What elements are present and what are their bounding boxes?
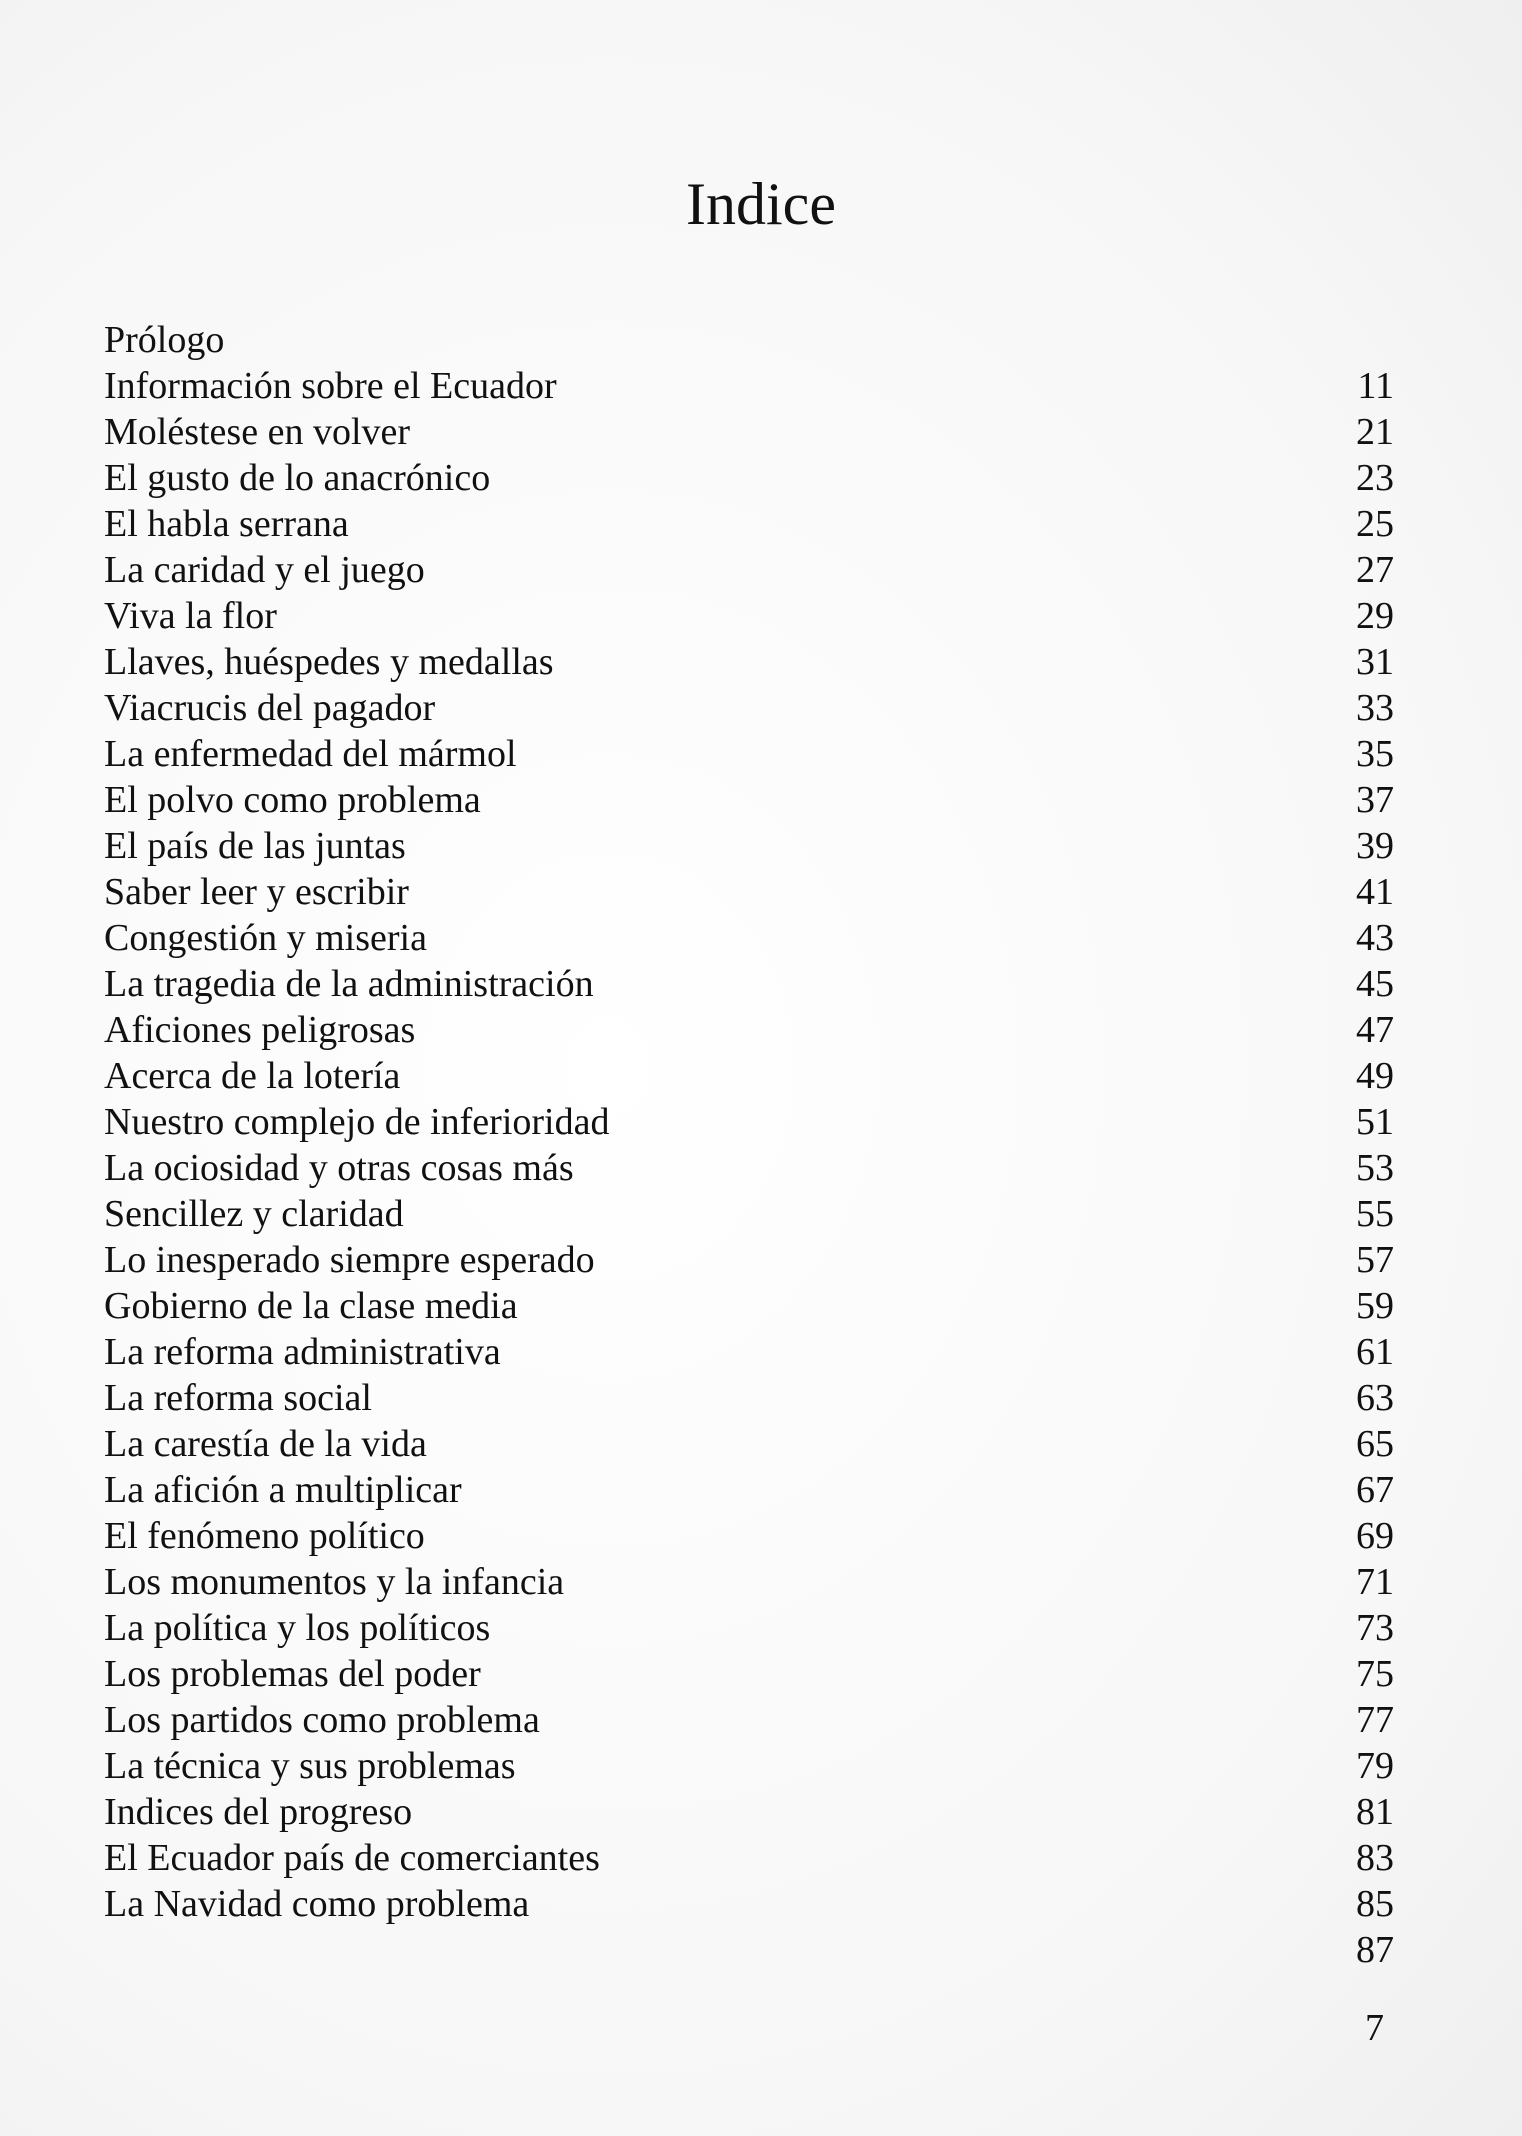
toc-entry xyxy=(104,1697,1394,1743)
toc-entry xyxy=(104,1743,1394,1789)
toc-entry-page: 77 xyxy=(1356,1699,1394,1741)
toc-entry-title: La política y los políticos xyxy=(104,1607,491,1649)
table-of-contents xyxy=(104,317,1394,1973)
toc-entry-page: 63 xyxy=(1356,1377,1394,1419)
toc-entry xyxy=(104,685,1394,731)
toc-entry xyxy=(104,501,1394,547)
toc-entry xyxy=(104,731,1394,777)
toc-entry-page: 25 xyxy=(1356,503,1394,545)
toc-entry-page: 49 xyxy=(1356,1055,1394,1097)
toc-entry-title: La afición a multiplicar xyxy=(104,1469,462,1511)
toc-entry xyxy=(104,1927,1394,1973)
toc-entry-title: Saber leer y escribir xyxy=(104,871,409,913)
toc-entry-title: El habla serrana xyxy=(104,503,349,545)
toc-entry-page: 31 xyxy=(1356,641,1394,683)
toc-entry-title: Lo inesperado siempre esperado xyxy=(104,1239,595,1281)
toc-entry xyxy=(104,1191,1394,1237)
toc-entry-page: 45 xyxy=(1356,963,1394,1005)
toc-entry-page: 71 xyxy=(1356,1561,1394,1603)
toc-entry-title: La tragedia de la administración xyxy=(104,963,594,1005)
toc-entry xyxy=(104,363,1394,409)
toc-entry-title: Acerca de la lotería xyxy=(104,1055,401,1097)
toc-entry xyxy=(104,961,1394,1007)
toc-entry xyxy=(104,1605,1394,1651)
toc-entry-title: La reforma administrativa xyxy=(104,1331,501,1373)
toc-entry xyxy=(104,1467,1394,1513)
toc-entry-page: 85 xyxy=(1356,1883,1394,1925)
toc-entry xyxy=(104,915,1394,961)
toc-entry-title: Aficiones peligrosas xyxy=(104,1009,416,1051)
toc-entry-page: 81 xyxy=(1356,1791,1394,1833)
toc-entry-page: 33 xyxy=(1356,687,1394,729)
toc-entry-page: 83 xyxy=(1356,1837,1394,1879)
toc-entry xyxy=(104,1559,1394,1605)
toc-entry-title: Los monumentos y la infancia xyxy=(104,1561,565,1603)
toc-entry-title: Moléstese en volver xyxy=(104,411,411,453)
toc-entry xyxy=(104,317,1394,363)
toc-entry-title: Los partidos como problema xyxy=(104,1699,540,1741)
toc-entry xyxy=(104,1789,1394,1835)
toc-entry-page: 75 xyxy=(1356,1653,1394,1695)
toc-entry-page: 79 xyxy=(1356,1745,1394,1787)
toc-entry xyxy=(104,547,1394,593)
page-number: 7 xyxy=(1365,2007,1384,2049)
toc-entry xyxy=(104,1237,1394,1283)
toc-entry-page: 59 xyxy=(1356,1285,1394,1327)
toc-entry-page: 73 xyxy=(1356,1607,1394,1649)
toc-entry xyxy=(104,777,1394,823)
toc-entry-page: 35 xyxy=(1356,733,1394,775)
toc-entry-title: La caridad y el juego xyxy=(104,549,425,591)
toc-entry xyxy=(104,455,1394,501)
toc-entry-title: La técnica y sus problemas xyxy=(104,1745,516,1787)
toc-entry-page: 23 xyxy=(1356,457,1394,499)
toc-entry-page: 67 xyxy=(1356,1469,1394,1511)
toc-entry xyxy=(104,1007,1394,1053)
toc-entry-title: Los problemas del poder xyxy=(104,1653,481,1695)
toc-entry xyxy=(104,1099,1394,1145)
toc-entry-page: 29 xyxy=(1356,595,1394,637)
toc-entry-page: 51 xyxy=(1356,1101,1394,1143)
toc-entry xyxy=(104,1145,1394,1191)
toc-entry-title: El fenómeno político xyxy=(104,1515,425,1557)
toc-entry-page: 21 xyxy=(1356,411,1394,453)
toc-entry xyxy=(104,409,1394,455)
toc-entry-page: 11 xyxy=(1357,365,1394,407)
toc-entry-page: 41 xyxy=(1356,871,1394,913)
toc-entry-title: Gobierno de la clase media xyxy=(104,1285,518,1327)
toc-entry-page: 69 xyxy=(1356,1515,1394,1557)
toc-entry-page: 57 xyxy=(1356,1239,1394,1281)
toc-entry-page: 87 xyxy=(1356,1929,1394,1971)
toc-entry xyxy=(104,1329,1394,1375)
toc-entry-page: 39 xyxy=(1356,825,1394,867)
toc-entry-page: 47 xyxy=(1356,1009,1394,1051)
toc-entry-title: Congestión y miseria xyxy=(104,917,427,959)
toc-entry xyxy=(104,1513,1394,1559)
toc-entry-title: La carestía de la vida xyxy=(104,1423,427,1465)
toc-entry xyxy=(104,1053,1394,1099)
toc-entry-title: Prólogo xyxy=(104,319,225,361)
toc-entry-page: 27 xyxy=(1356,549,1394,591)
toc-entry-title: La Navidad como problema xyxy=(104,1883,530,1925)
toc-entry-page: 43 xyxy=(1356,917,1394,959)
toc-entry xyxy=(104,869,1394,915)
toc-entry-page: 37 xyxy=(1356,779,1394,821)
toc-entry-title: El Ecuador país de comerciantes xyxy=(104,1837,600,1879)
toc-entry-page: 65 xyxy=(1356,1423,1394,1465)
toc-entry-title: La enfermedad del mármol xyxy=(104,733,517,775)
toc-entry-title: El polvo como problema xyxy=(104,779,481,821)
toc-entry-title: Viva la flor xyxy=(104,595,277,637)
toc-entry-page: 53 xyxy=(1356,1147,1394,1189)
toc-entry-title: El gusto de lo anacrónico xyxy=(104,457,491,499)
page-title: Indice xyxy=(686,171,836,237)
toc-entry-title: El país de las juntas xyxy=(104,825,406,867)
toc-entry-page: 55 xyxy=(1356,1193,1394,1235)
toc-entry-title: Viacrucis del pagador xyxy=(104,687,436,729)
toc-entry xyxy=(104,1881,1394,1927)
toc-entry-title: La ociosidad y otras cosas más xyxy=(104,1147,574,1189)
toc-entry-title: Información sobre el Ecuador xyxy=(104,365,557,407)
toc-entry xyxy=(104,1283,1394,1329)
toc-entry-page: 61 xyxy=(1356,1331,1394,1373)
toc-entry xyxy=(104,593,1394,639)
toc-entry-title: Llaves, huéspedes y medallas xyxy=(104,641,554,683)
toc-entry-title: Sencillez y claridad xyxy=(104,1193,404,1235)
toc-entry-title: Indices del progreso xyxy=(104,1791,413,1833)
toc-entry xyxy=(104,1421,1394,1467)
toc-entry xyxy=(104,1375,1394,1421)
toc-entry xyxy=(104,823,1394,869)
toc-entry xyxy=(104,1651,1394,1697)
toc-entry xyxy=(104,1835,1394,1881)
toc-entry-title: Nuestro complejo de inferioridad xyxy=(104,1101,610,1143)
toc-entry-title: La reforma social xyxy=(104,1377,372,1419)
toc-entry xyxy=(104,639,1394,685)
